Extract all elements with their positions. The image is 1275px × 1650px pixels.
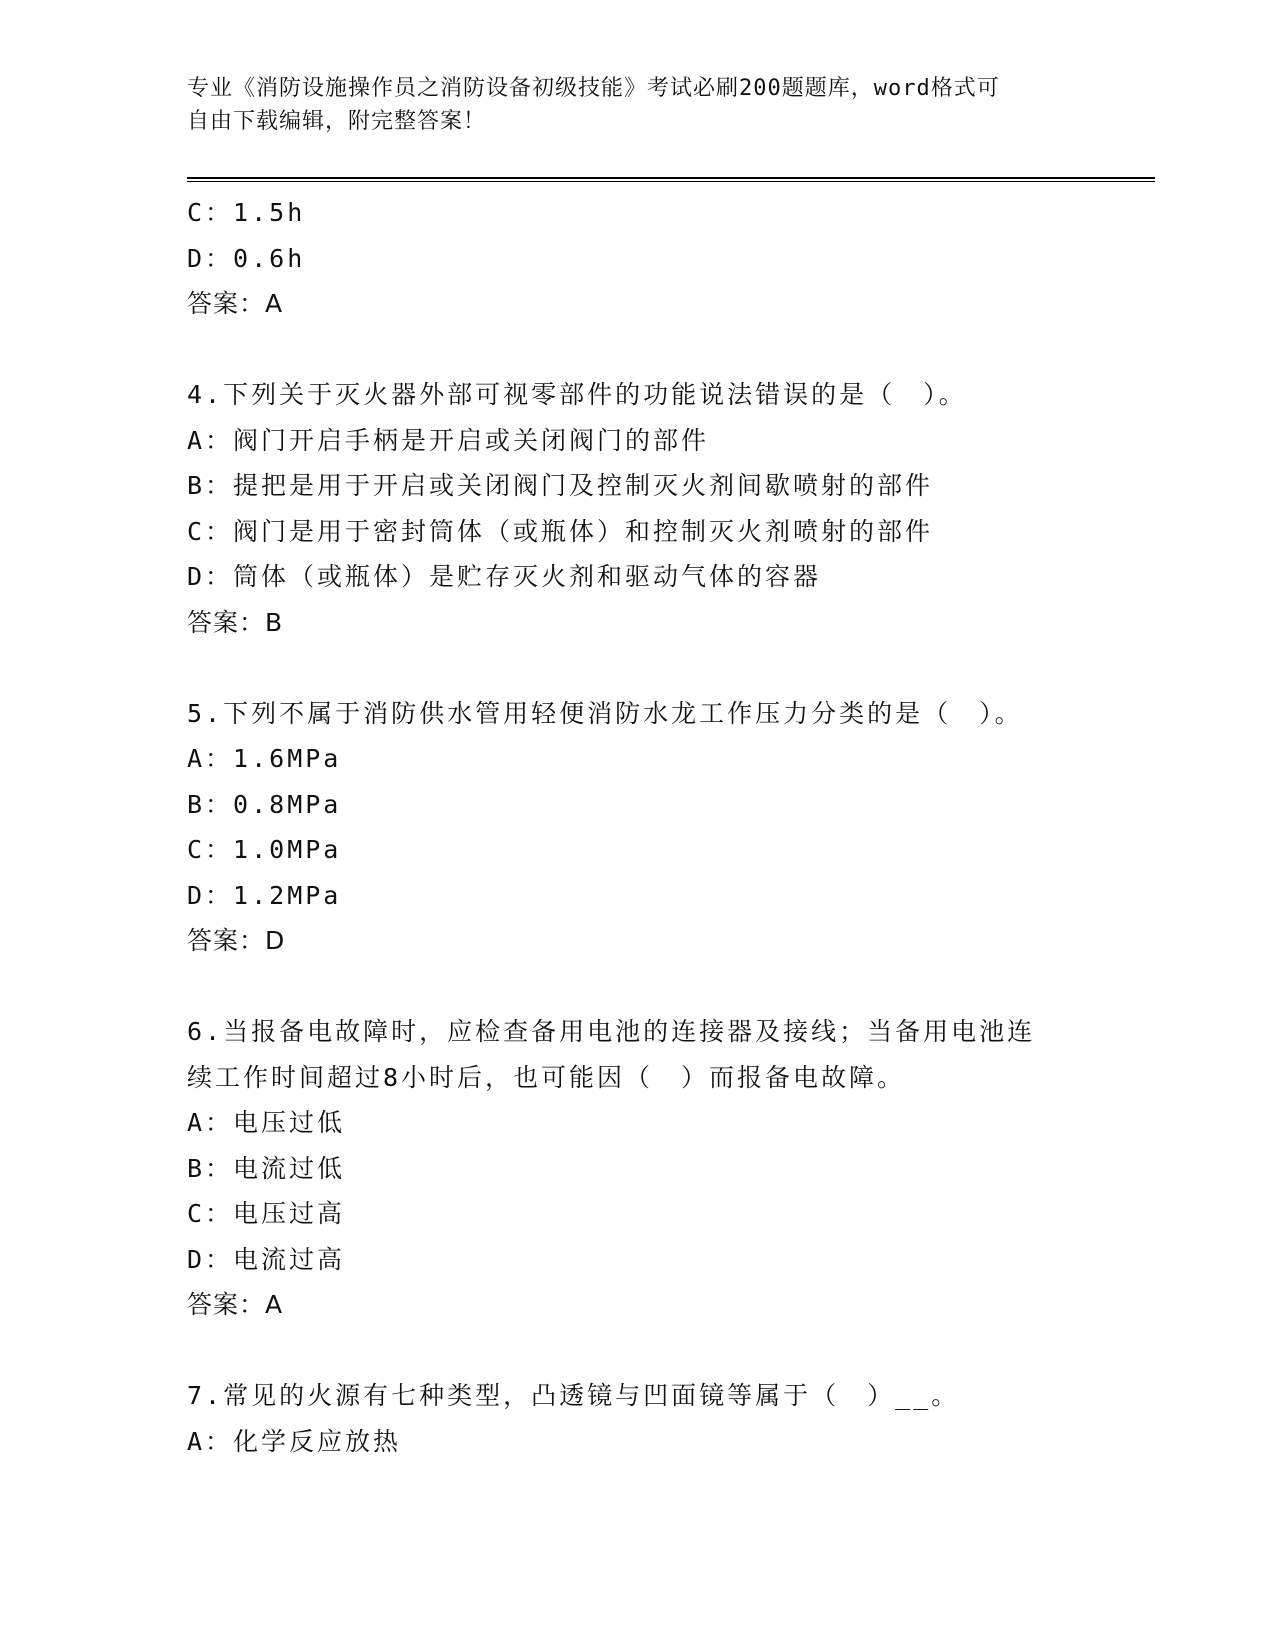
header-divider-thick (187, 177, 1155, 179)
option-d: D：筒体（或瓶体）是贮存灭火剂和驱动气体的容器 (187, 562, 822, 591)
spacer (187, 327, 1087, 373)
answer: 答案：A (187, 1290, 284, 1319)
option-b: B：提把是用于开启或关闭阀门及控制灭火剂间歇喷射的部件 (187, 471, 934, 500)
option-b: B：0.8MPa (187, 789, 342, 819)
question-7 (187, 1373, 1087, 1464)
answer: 答案：A (187, 289, 284, 318)
header-line-2: 自由下载编辑，附完整答案！ (187, 109, 487, 134)
header-divider-thin (187, 181, 1155, 182)
question-stem: 4.下列关于灭火器外部可视零部件的功能说法错误的是（ ）。 (187, 380, 967, 409)
question-4 (187, 372, 1087, 645)
question-5 (187, 691, 1087, 964)
question-6 (187, 1009, 1087, 1328)
option-d: D：电流过高 (187, 1244, 346, 1274)
option-a: A：化学反应放热 (187, 1426, 402, 1456)
option-a: A：阀门开启手柄是开启或关闭阀门的部件 (187, 425, 710, 455)
option-a: A：1.6MPa (187, 744, 342, 773)
answer: 答案：B (187, 607, 284, 637)
option-b: B：电流过低 (187, 1153, 346, 1183)
question-list (187, 190, 1087, 1464)
option-c: C：阀门是用于密封筒体（或瓶体）和控制灭火剂喷射的部件 (187, 516, 934, 546)
option-a: A：电压过低 (187, 1108, 346, 1137)
option-d: D：0.6h (187, 243, 306, 273)
header-line-1: 专业《消防设施操作员之消防设备初级技能》考试必刷200题题库，word格式可 (187, 76, 1000, 101)
question-stem-line-2: 续工作时间超过8小时后，也可能因（ ）而报备电故障。 (187, 1062, 906, 1092)
question-stem: 5.下列不属于消防供水管用轻便消防水龙工作压力分类的是（ ）。 (187, 698, 1023, 728)
spacer (187, 1328, 1087, 1374)
option-c: C：1.0MPa (187, 835, 342, 864)
option-c: C：电压过高 (187, 1199, 346, 1228)
spacer (187, 645, 1087, 691)
question-stem: 7.常见的火源有七种类型，凸透镜与凹面镜等属于（ ）__。 (187, 1381, 960, 1410)
question-3-tail (187, 190, 1087, 327)
answer: 答案：D (187, 926, 286, 955)
option-d: D：1.2MPa (187, 880, 342, 910)
document-header (187, 72, 1067, 138)
question-stem-line-1: 6.当报备电故障时，应检查备用电池的连接器及接线；当备用电池连 (187, 1017, 1036, 1046)
spacer (187, 964, 1087, 1010)
option-c: C：1.5h (187, 198, 306, 227)
